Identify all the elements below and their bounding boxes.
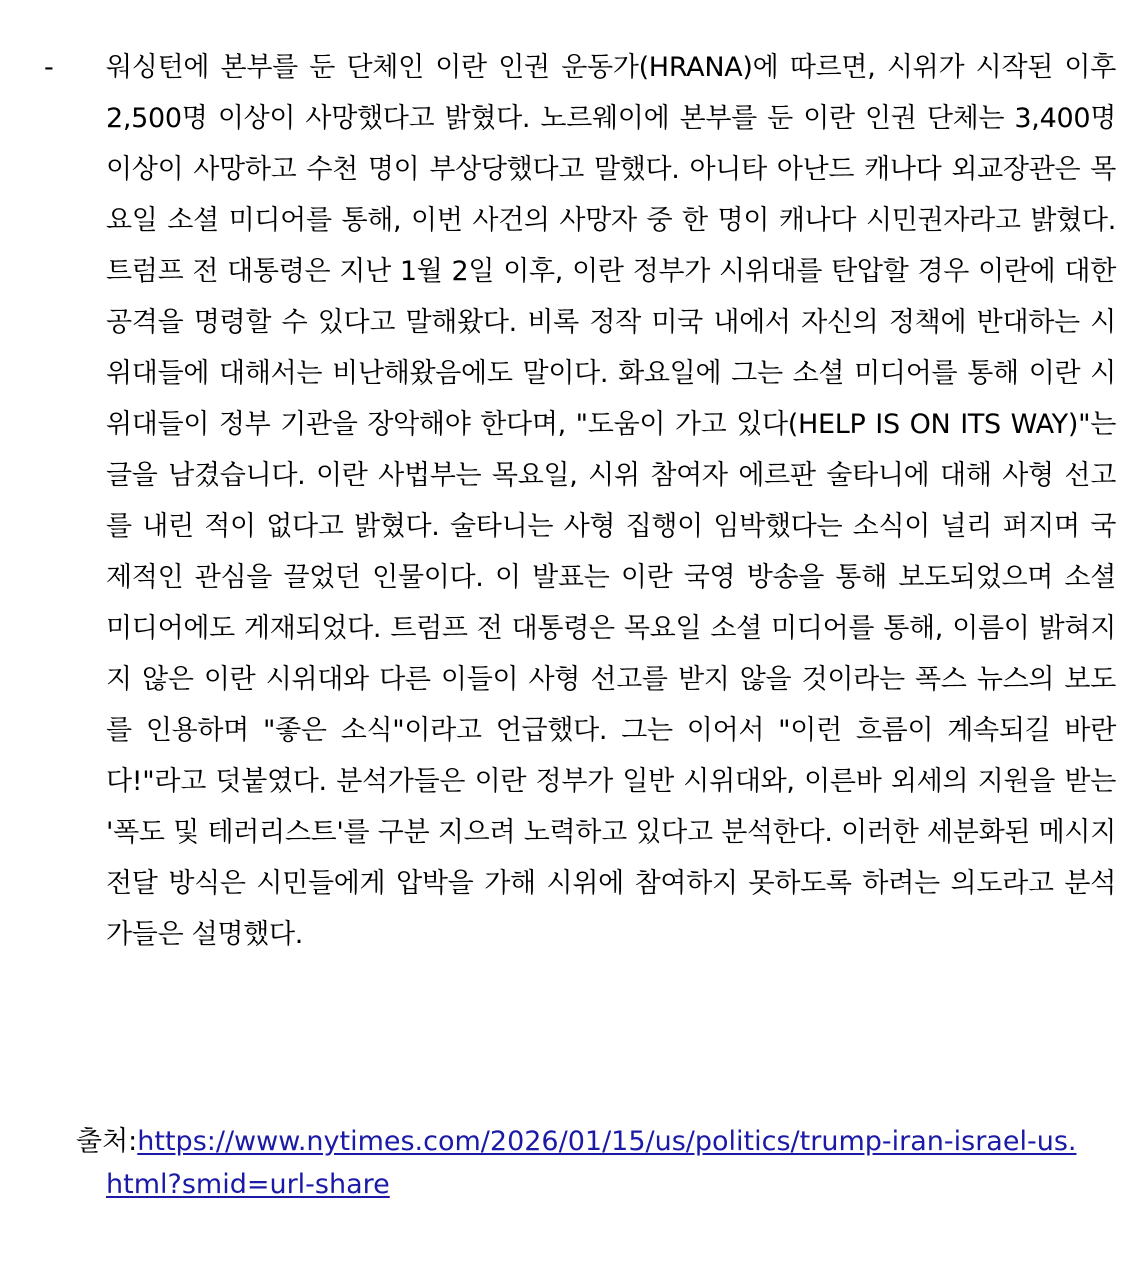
source-line (76, 1120, 1086, 1206)
bullet-marker: - (44, 52, 54, 83)
source-label: 출처: (76, 1126, 138, 1157)
news-paragraph: 워싱턴에 본부를 둔 단체인 이란 인권 운동가(HRANA)에 따르면, 시위가 시작된 이후 2,500명 이상이 사망했다고 밝혔다. 노르웨이에 본부를 둔 이란 인권 단체는 3,400명 이상이 사망하고 수천 명이 부상당했다고 말했다. 아니타 아난드 캐나다 외교장관은 목요일 소셜 미디어를 통해, 이번 사건의 사망자 중 한 명이 캐나다 시민권자라고 밝혔다. 트럼프 전 대통령은 지난 1월 2일 이후, 이란 정부가 시위대를 탄압할 경우 이란에 대한 공격을 명령할 수 있다고 말해왔다. 비록 정작 미국 내에서 자신의 정책에 반대하는 시위대들에 대해서는 비난해왔음에도 말이다. 화요일에 그는 소셜 미디어를 통해 이란 시위대들이 정부 기관을 장악해야 한다며, "도움이 가고 있다(HELP IS ON ITS WAY)"는 글을 남겼습니다. 이란 사법부는 목요일, 시위 참여자 에르판 술타니에 대해 사형 선고를 내린 적이 없다고 밝혔다. 술타니는 사형 집행이 임박했다는 소식이 널리 퍼지며 국제적인 관심을 끌었던 인물이다. 이 발표는 이란 국영 방송을 통해 보도되었으며 소셜 미디어에도 게재되었다. 트럼프 전 대통령은 목요일 소셜 미디어를 통해, 이름이 밝혀지지 않은 이란 시위대와 다른 이들이 사형 선고를 받지 않을 것이라는 폭스 뉴스의 보도를 인용하며 "좋은 소식"이라고 언급했다. 그는 이어서 "이런 흐름이 계속되길 바란다!"라고 덧붙였다. 분석가들은 이란 정부가 일반 시위대와, 이른바 외세의 지원을 받는 '폭도 및 테러리스트'를 구분 지으려 노력하고 있다고 분석한다. 이러한 세분화된 메시지 전달 방식은 시민들에게 압박을 가해 시위에 참여하지 못하도록 하려는 의도라고 분석가들은 설명했다. (106, 52, 1116, 950)
source-link[interactable]: https://www.nytimes.com/2026/01/15/us/politics/trump-iran-israel-us.html?smid=url-share (106, 1126, 1077, 1200)
